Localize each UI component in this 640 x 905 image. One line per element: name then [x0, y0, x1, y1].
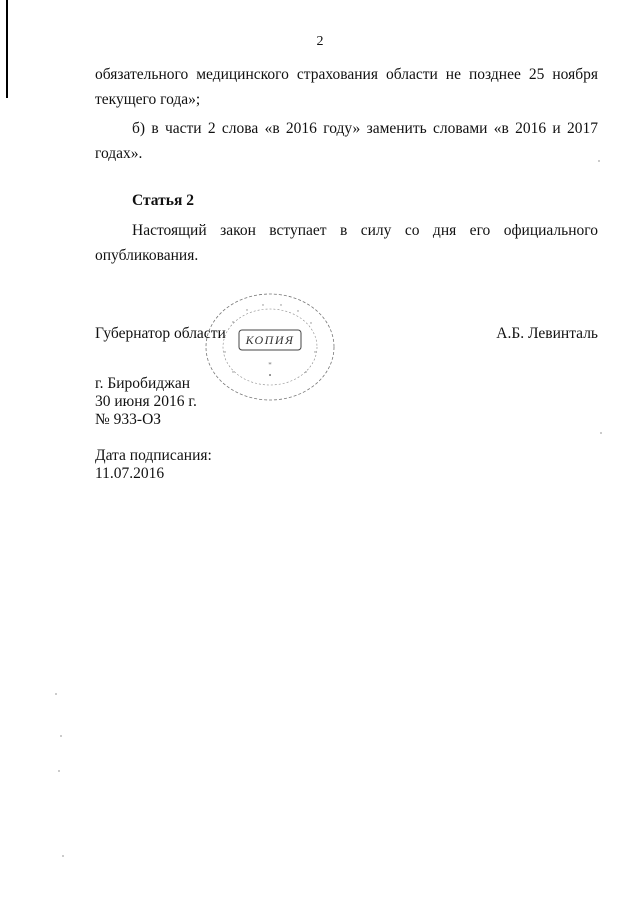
scan-speck — [58, 770, 60, 772]
scan-speck — [600, 432, 602, 434]
paragraph-2: б) в части 2 слова «в 2016 году» заменить словами «в 2016 и 2017 годах». — [95, 120, 598, 162]
copy-stamp — [203, 292, 337, 402]
article-heading: Статья 2 — [132, 192, 194, 209]
scan-speck — [60, 735, 62, 737]
scan-speck — [62, 855, 64, 857]
law-date: 30 июня 2016 г. — [95, 393, 197, 410]
signing-date: 11.07.2016 — [95, 465, 165, 482]
svg-text:•: • — [268, 371, 272, 380]
scan-speck — [598, 160, 600, 162]
city: г. Биробиджан — [95, 375, 191, 392]
signer-name: А.Б. Левинталь — [496, 325, 598, 342]
paragraph-3: Настоящий закон вступает в силу со дня его официального опубликования. — [95, 222, 598, 264]
signer-title: Губернатор области — [95, 325, 226, 342]
svg-text:*: * — [268, 361, 272, 369]
paragraph-1: обязательного медицинского страхования области не позднее 25 ноября текущего года»; — [95, 66, 598, 108]
stamp-label: КОПИЯ — [245, 333, 295, 347]
page-number: 2 — [316, 34, 324, 49]
signing-label: Дата подписания: — [95, 447, 212, 464]
law-number: № 933-ОЗ — [95, 411, 162, 428]
scan-speck — [55, 693, 57, 695]
